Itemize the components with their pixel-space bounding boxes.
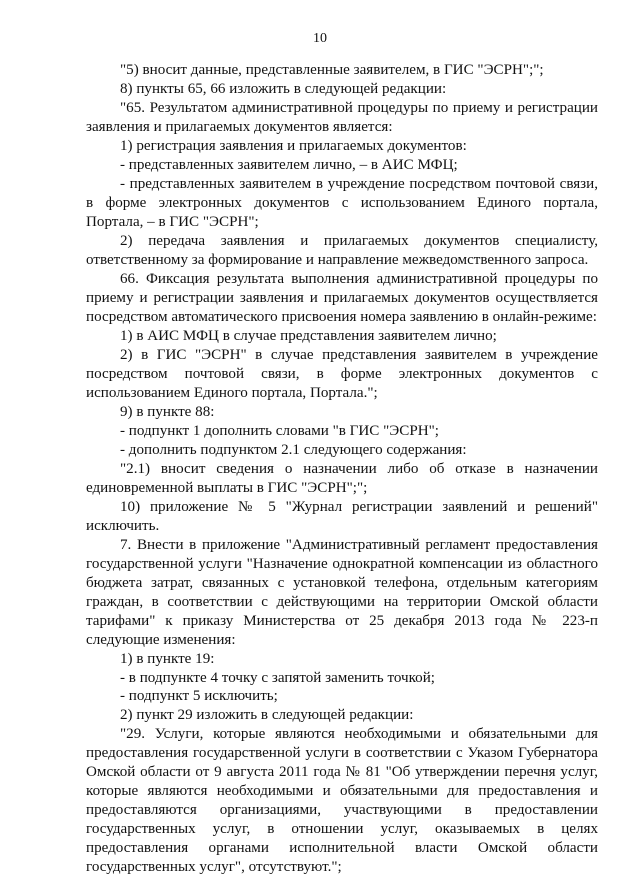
paragraph: 1) в пункте 19: (120, 650, 215, 667)
page-number: 10 (313, 31, 327, 46)
paragraph: 9) в пункте 88: (120, 403, 215, 420)
paragraph: "2.1) вносит сведения о назначении либо об отказе в назначении единовременной выплаты в ГИС "ЭСРН";"; (86, 460, 598, 496)
paragraph: - в подпункте 4 точку с запятой заменить точкой; (120, 669, 435, 686)
paragraph: 2) передача заявления и прилагаемых документов специалисту, ответственному за формирование и направление межведомственного запроса. (86, 232, 598, 268)
paragraph: 1) регистрация заявления и прилагаемых документов: (120, 137, 467, 154)
paragraph: - представленных заявителем лично, – в АИС МФЦ; (120, 156, 458, 173)
document-body (86, 61, 598, 877)
paragraph: 7. Внести в приложение "Административный регламент предоставления государственной услуги "Назначение однократной компенсации из областного бюджета затрат, связанных с установкой телефона, отдельным категориям граждан, в соответствии с действующими на территории Омской области тарифами" к приказу Министерства от 25 декабря 2013 года № 223-п следующие изменения: (86, 536, 598, 648)
paragraph: "65. Результатом административной процедуры по приему и регистрации заявления и прилагаемых документов является: (86, 99, 598, 135)
paragraph: "29. Услуги, которые являются необходимыми и обязательными для предоставления государственной услуги в соответствии с Указом Губернатора Омской области от 9 августа 2011 года № 81 "Об утверждении перечня услуг, которые являются необходимыми и обязательными для предоставления и предоставляются организациями, участвующими в предоставлении государственных услуг, в отношении услуг, оказываемых в целях предоставления органами исполнительной власти Омской области государственных услуг", отсутствуют."; (86, 726, 598, 876)
paragraph: - дополнить подпунктом 2.1 следующего содержания: (120, 441, 467, 458)
paragraph: 8) пункты 65, 66 изложить в следующей редакции: (120, 80, 447, 97)
paragraph: - представленных заявителем в учреждение посредством почтовой связи, в форме электронных документов с использованием Единого портала, Портала, – в ГИС "ЭСРН"; (86, 175, 598, 230)
paragraph: 10) приложение № 5 "Журнал регистрации заявлений и решений" исключить. (86, 498, 598, 534)
paragraph: 2) пункт 29 изложить в следующей редакции: (120, 707, 414, 724)
paragraph: 1) в АИС МФЦ в случае представления заявителем лично; (120, 327, 497, 344)
paragraph: - подпункт 1 дополнить словами "в ГИС "ЭСРН"; (120, 422, 439, 439)
paragraph: 66. Фиксация результата выполнения административной процедуры по приему и регистрации заявления и прилагаемых документов осуществляется посредством автоматического присвоения номера заявлению в онлайн-режиме: (86, 270, 598, 325)
paragraph: - подпункт 5 исключить; (120, 688, 278, 705)
paragraph: "5) вносит данные, представленные заявителем, в ГИС "ЭСРН";"; (120, 62, 544, 78)
paragraph: 2) в ГИС "ЭСРН" в случае представления заявителем в учреждение посредством почтовой связи, в форме электронных документов с использованием Единого портала, Портала."; (86, 346, 598, 401)
